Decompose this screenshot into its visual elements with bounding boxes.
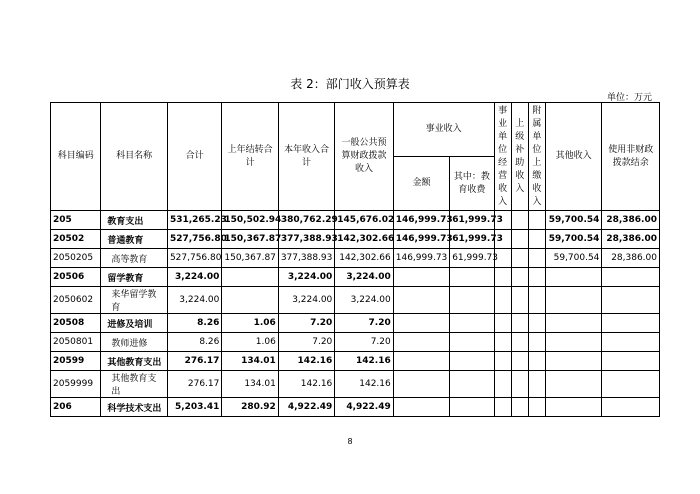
- cell-subsidy: [511, 333, 528, 352]
- table-row: [51, 230, 660, 249]
- cell-edu-fee: [450, 352, 494, 371]
- cell-nonfiscal: [602, 333, 660, 352]
- cell-nonfiscal: [602, 371, 660, 398]
- cell-operating: [494, 398, 511, 417]
- cell-total: 276.17: [167, 371, 221, 398]
- cell-nonfiscal: [602, 287, 660, 314]
- cell-general: 4,922.49: [335, 398, 393, 417]
- cell-total: 3,224.00: [167, 287, 221, 314]
- cell-affiliated: [528, 249, 545, 268]
- cell-nonfiscal: [602, 352, 660, 371]
- cell-general: 142,302.66: [335, 230, 393, 249]
- header-total: 合计: [167, 103, 221, 211]
- cell-operating: [494, 314, 511, 333]
- cell-amount: [393, 287, 449, 314]
- cell-nonfiscal: [602, 314, 660, 333]
- cell-name: 留学教育: [101, 268, 168, 287]
- cell-current: 4,922.49: [278, 398, 334, 417]
- cell-subsidy: [511, 371, 528, 398]
- cell-affiliated: [528, 333, 545, 352]
- cell-current: 7.20: [278, 314, 334, 333]
- cell-carryover: 1.06: [222, 333, 278, 352]
- cell-current: 7.20: [278, 333, 334, 352]
- cell-name: 科学技术支出: [101, 398, 168, 417]
- cell-affiliated: [528, 398, 545, 417]
- cell-nonfiscal: 28,386.00: [602, 230, 660, 249]
- cell-subsidy: [511, 314, 528, 333]
- cell-nonfiscal: 28,386.00: [602, 249, 660, 268]
- cell-code: 20502: [51, 230, 101, 249]
- cell-subsidy: [511, 268, 528, 287]
- cell-other: 59,700.54: [545, 249, 601, 268]
- cell-edu-fee: [450, 268, 494, 287]
- header-other: 其他收入: [545, 103, 601, 211]
- cell-other: 59,700.54: [545, 211, 601, 230]
- cell-other: [545, 268, 601, 287]
- cell-name: 高等教育: [101, 249, 168, 268]
- cell-code: 2050205: [51, 249, 101, 268]
- header-current: 本年收入合计: [278, 103, 334, 211]
- cell-other: [545, 371, 601, 398]
- cell-operating: [494, 333, 511, 352]
- cell-subsidy: [511, 352, 528, 371]
- table-row: [51, 249, 660, 268]
- cell-affiliated: [528, 314, 545, 333]
- cell-general: 7.20: [335, 333, 393, 352]
- cell-name: 其他教育支出: [101, 371, 168, 398]
- cell-edu-fee: [450, 333, 494, 352]
- cell-nonfiscal: [602, 268, 660, 287]
- page-title: 表 2：部门收入预算表: [290, 77, 410, 91]
- cell-other: [545, 398, 601, 417]
- table-row: [51, 333, 660, 352]
- cell-affiliated: [528, 268, 545, 287]
- cell-carryover: [222, 268, 278, 287]
- cell-code: 2050602: [51, 287, 101, 314]
- cell-total: 5,203.41: [167, 398, 221, 417]
- cell-code: 205: [51, 211, 101, 230]
- cell-subsidy: [511, 249, 528, 268]
- table-row: [51, 398, 660, 417]
- cell-general: 142,302.66: [335, 249, 393, 268]
- cell-total: 8.26: [167, 314, 221, 333]
- cell-general: 3,224.00: [335, 287, 393, 314]
- header-name: 科目名称: [101, 103, 168, 211]
- header-amount: 金额: [393, 157, 449, 211]
- header-general: 一般公共预算财政拨款收入: [335, 103, 393, 211]
- cell-name: 进修及培训: [101, 314, 168, 333]
- table-row: [51, 287, 660, 314]
- cell-subsidy: [511, 398, 528, 417]
- cell-amount: 146,999.73: [393, 249, 449, 268]
- cell-affiliated: [528, 371, 545, 398]
- header-operating: 事业单位经营收入: [494, 103, 511, 211]
- cell-code: 20506: [51, 268, 101, 287]
- cell-current: 377,388.93: [278, 230, 334, 249]
- cell-name: 普通教育: [101, 230, 168, 249]
- cell-amount: 146,999.73: [393, 230, 449, 249]
- cell-amount: [393, 268, 449, 287]
- cell-operating: [494, 287, 511, 314]
- cell-subsidy: [511, 211, 528, 230]
- cell-other: 59,700.54: [545, 230, 601, 249]
- cell-amount: [393, 371, 449, 398]
- cell-total: 527,756.80: [167, 230, 221, 249]
- cell-carryover: 134.01: [222, 371, 278, 398]
- cell-current: 377,388.93: [278, 249, 334, 268]
- cell-general: 3,224.00: [335, 268, 393, 287]
- cell-total: 3,224.00: [167, 268, 221, 287]
- header-affiliated: 附属单位上缴收入: [528, 103, 545, 211]
- cell-operating: [494, 371, 511, 398]
- cell-other: [545, 333, 601, 352]
- table-row: [51, 352, 660, 371]
- header-carryover: 上年结转合计: [222, 103, 278, 211]
- cell-other: [545, 287, 601, 314]
- cell-subsidy: [511, 230, 528, 249]
- cell-affiliated: [528, 211, 545, 230]
- cell-name: 教育支出: [101, 211, 168, 230]
- cell-amount: [393, 352, 449, 371]
- cell-edu-fee: 61,999.73: [450, 249, 494, 268]
- cell-total: 8.26: [167, 333, 221, 352]
- cell-total: 527,756.80: [167, 249, 221, 268]
- cell-amount: [393, 333, 449, 352]
- cell-general: 142.16: [335, 371, 393, 398]
- header-subsidy: 上级补助收入: [511, 103, 528, 211]
- cell-amount: 146,999.73: [393, 211, 449, 230]
- cell-subsidy: [511, 287, 528, 314]
- cell-amount: [393, 314, 449, 333]
- cell-other: [545, 314, 601, 333]
- cell-current: 3,224.00: [278, 268, 334, 287]
- table-row: [51, 268, 660, 287]
- cell-operating: [494, 268, 511, 287]
- table-row: [51, 371, 660, 398]
- cell-nonfiscal: 28,386.00: [602, 211, 660, 230]
- cell-affiliated: [528, 287, 545, 314]
- cell-code: 2050801: [51, 333, 101, 352]
- cell-edu-fee: 61,999.73: [450, 211, 494, 230]
- cell-total: 276.17: [167, 352, 221, 371]
- cell-operating: [494, 352, 511, 371]
- cell-edu-fee: [450, 287, 494, 314]
- cell-carryover: 280.92: [222, 398, 278, 417]
- cell-general: 142.16: [335, 352, 393, 371]
- cell-other: [545, 352, 601, 371]
- cell-name: 其他教育支出: [101, 352, 168, 371]
- cell-carryover: 150,367.87: [222, 249, 278, 268]
- table-row: [51, 314, 660, 333]
- cell-current: 142.16: [278, 371, 334, 398]
- header-business: 事业收入: [393, 103, 494, 157]
- table-row: [51, 211, 660, 230]
- cell-amount: [393, 398, 449, 417]
- header-edu-fee: 其中：教育收费: [450, 157, 494, 211]
- cell-general: 145,676.02: [335, 211, 393, 230]
- cell-affiliated: [528, 352, 545, 371]
- cell-current: 380,762.29: [278, 211, 334, 230]
- cell-edu-fee: [450, 398, 494, 417]
- cell-carryover: 1.06: [222, 314, 278, 333]
- cell-total: 531,265.23: [167, 211, 221, 230]
- header-code: 科目编码: [51, 103, 101, 211]
- cell-carryover: 150,502.94: [222, 211, 278, 230]
- cell-carryover: [222, 287, 278, 314]
- cell-edu-fee: 61,999.73: [450, 230, 494, 249]
- cell-nonfiscal: [602, 398, 660, 417]
- unit-label: 单位：万元: [606, 93, 652, 103]
- cell-current: 3,224.00: [278, 287, 334, 314]
- cell-code: 20508: [51, 314, 101, 333]
- cell-code: 206: [51, 398, 101, 417]
- cell-name: 来华留学教育: [101, 287, 168, 314]
- cell-affiliated: [528, 230, 545, 249]
- cell-edu-fee: [450, 371, 494, 398]
- cell-code: 2059999: [51, 371, 101, 398]
- page-number: 8: [347, 437, 353, 446]
- cell-edu-fee: [450, 314, 494, 333]
- cell-current: 142.16: [278, 352, 334, 371]
- cell-code: 20599: [51, 352, 101, 371]
- cell-carryover: 134.01: [222, 352, 278, 371]
- cell-general: 7.20: [335, 314, 393, 333]
- budget-table: [50, 102, 660, 417]
- cell-name: 教师进修: [101, 333, 168, 352]
- cell-carryover: 150,367.87: [222, 230, 278, 249]
- header-nonfiscal: 使用非财政拨款结余: [602, 103, 660, 211]
